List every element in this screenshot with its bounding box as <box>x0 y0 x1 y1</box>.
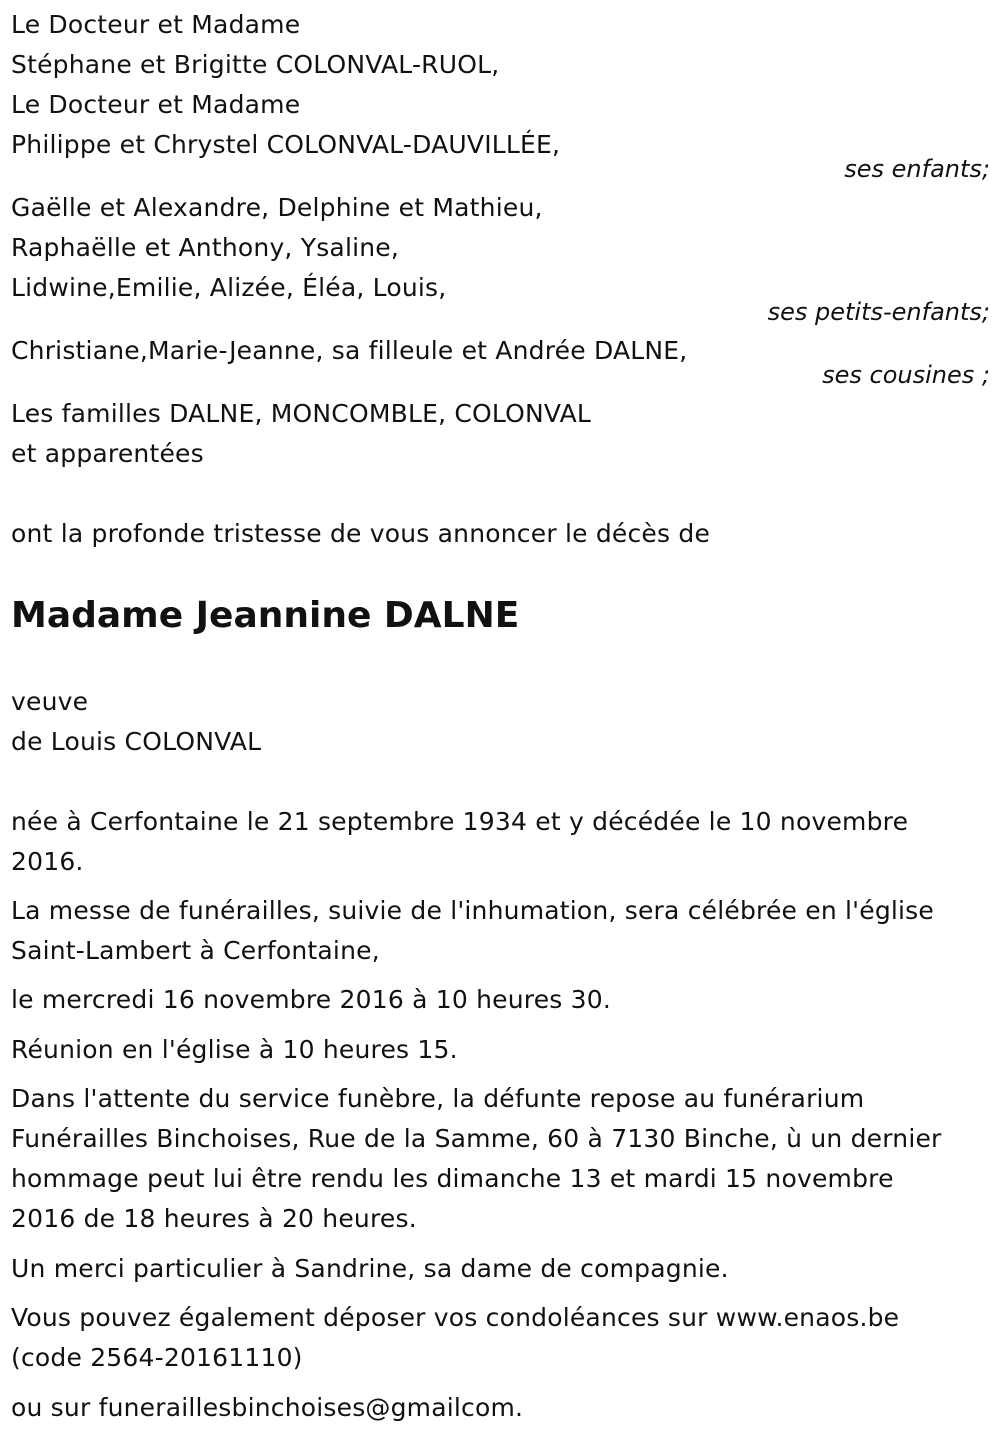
deceased-name: Madame Jeannine DALNE <box>11 595 520 636</box>
grandchildren-role: ses petits-enfants; <box>767 298 990 326</box>
announcement-text: ont la profonde tristesse de vous annoncer le décès de <box>11 519 711 548</box>
mass-date-line: le mercredi 16 novembre 2016 à 10 heures 30. <box>11 985 612 1014</box>
funerarium-line-4: 2016 de 18 heures à 20 heures. <box>11 1204 417 1233</box>
condolences-line-2: (code 2564-20161110) <box>11 1343 303 1372</box>
children-role: ses enfants; <box>844 155 990 183</box>
birth-death-line-1: née à Cerfontaine le 21 septembre 1934 et y décédée le 10 novembre <box>11 807 909 836</box>
status-line-2: de Louis COLONVAL <box>11 727 262 756</box>
grandchildren-line-3: Lidwine,Emilie, Alizée, Éléa, Louis, <box>11 273 447 302</box>
status-line-1: veuve <box>11 687 89 716</box>
children-line-4: Philippe et Chrystel COLONVAL-DAUVILLÉE, <box>11 130 561 159</box>
children-line-3: Le Docteur et Madame <box>11 90 301 119</box>
funerarium-line-3: hommage peut lui être rendu les dimanche 13 et mardi 15 novembre <box>11 1164 894 1193</box>
funerarium-line-1: Dans l'attente du service funèbre, la défunte repose au funérarium <box>11 1084 865 1113</box>
mass-line-2: Saint-Lambert à Cerfontaine, <box>11 936 380 965</box>
grandchildren-line-1: Gaëlle et Alexandre, Delphine et Mathieu, <box>11 193 543 222</box>
email-line: ou sur funeraillesbinchoises@gmailcom. <box>11 1393 524 1422</box>
cousins-line: Christiane,Marie-Jeanne, sa filleule et Andrée DALNE, <box>11 336 688 365</box>
meeting-line: Réunion en l'église à 10 heures 15. <box>11 1035 458 1064</box>
cousins-role: ses cousines ; <box>822 361 990 389</box>
families-line-1: Les familles DALNE, MONCOMBLE, COLONVAL <box>11 399 592 428</box>
families-line-2: et apparentées <box>11 439 204 468</box>
birth-death-line-2: 2016. <box>11 847 84 876</box>
children-line-2: Stéphane et Brigitte COLONVAL-RUOL, <box>11 50 500 79</box>
mass-line-1: La messe de funérailles, suivie de l'inhumation, sera célébrée en l'église <box>11 896 934 925</box>
children-line-1: Le Docteur et Madame <box>11 10 301 39</box>
condolences-line-1: Vous pouvez également déposer vos condoléances sur www.enaos.be <box>11 1303 900 1332</box>
funerarium-line-2: Funérailles Binchoises, Rue de la Samme, 60 à 7130 Binche, ù un dernier <box>11 1124 942 1153</box>
thanks-line: Un merci particulier à Sandrine, sa dame de compagnie. <box>11 1254 729 1283</box>
grandchildren-line-2: Raphaëlle et Anthony, Ysaline, <box>11 233 400 262</box>
